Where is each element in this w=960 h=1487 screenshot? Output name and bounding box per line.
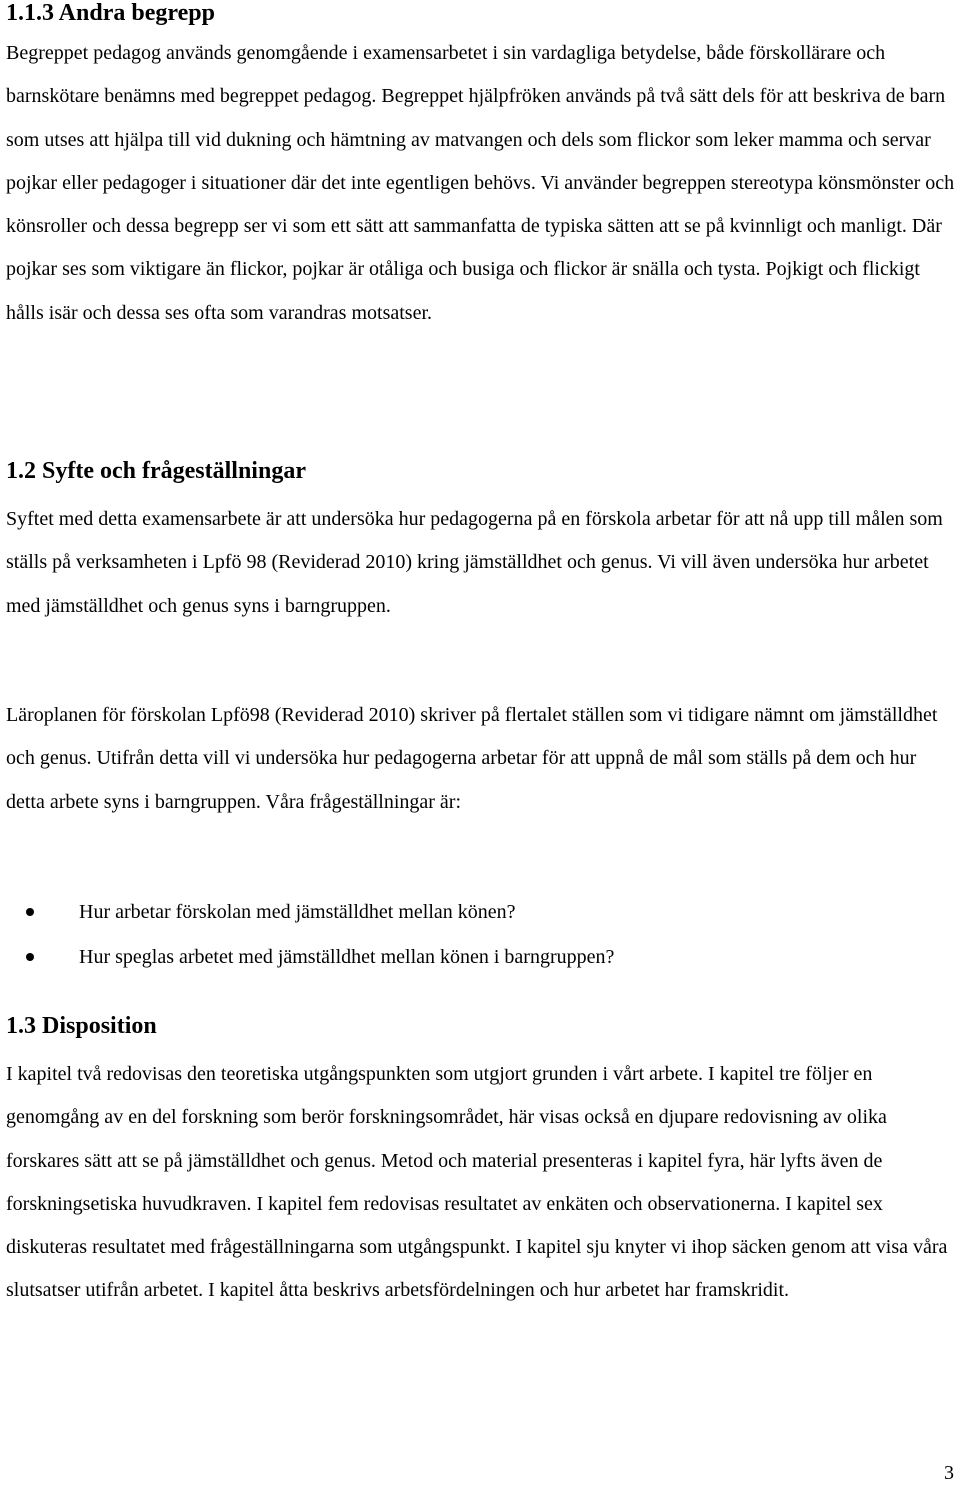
bullet-icon [26, 953, 34, 961]
paragraph-disposition: I kapitel två redovisas den teoretiska utgångspunkten som utgjort grunden i vårt arbete. I kapitel tre följer en genomgång av en del forskning som berör forskningsområdet, här visas också en djupare redovisning av olika forskares sätt att se på jämställdhet och genus. Metod och material presenteras i kapitel fyra, här lyfts även de forskningsetiska huvudkraven. I kapitel fem redovisas resultatet av enkäten och observationerna. I kapitel sex diskuteras resultatet med frågeställningarna som utgångspunkt. I kapitel sju knyter vi ihop säcken genom att visa våra slutsatser utifrån arbetet. I kapitel åtta beskrivs arbetsfördelningen och hur arbetet har framskridit. [6, 1063, 948, 1302]
research-question: Hur speglas arbetet med jämställdhet mellan könen i barngruppen? [79, 946, 615, 968]
research-questions-list [6, 890, 614, 980]
section-heading-disposition: 1.3 Disposition [6, 1013, 157, 1039]
page-number: 3 [944, 1462, 954, 1484]
list-item [6, 890, 614, 935]
research-question: Hur arbetar förskolan med jämställdhet mellan könen? [79, 901, 516, 923]
paragraph-laroplan: Läroplanen för förskolan Lpfö98 (Reviderad 2010) skriver på flertalet ställen som vi tidigare nämnt om jämställdhet och genus. Utifrån detta vill vi undersöka hur pedagogerna arbetar för att uppnå de mål som ställs på dem och hur detta arbete syns i barngruppen. Våra frågeställningar är: [6, 704, 938, 813]
list-item [6, 935, 614, 980]
section-heading-andra-begrepp: 1.1.3 Andra begrepp [6, 0, 215, 26]
paragraph-andra-begrepp: Begreppet pedagog används genomgående i examensarbetet i sin vardagliga betydelse, både förskollärare och barnskötare benämns med begreppet pedagog. Begreppet hjälpfröken används på två sätt dels för att beskriva de barn som utses att hjälpa till vid dukning och hämtning av matvangen och dels som flickor som leker mamma och servar pojkar eller pedagoger i situationer där det inte egentligen behövs. Vi använder begreppen stereotypa könsmönster och könsroller och dessa begrepp ser vi som ett sätt att sammanfatta de typiska sätten att se på kvinnligt och manligt. Där pojkar ses som viktigare än flickor, pojkar är otåliga och busiga och flickor är snälla och tysta. Pojkigt och flickigt hålls isär och dessa ses ofta som varandras motsatser. [6, 42, 955, 324]
section-heading-syfte: 1.2 Syfte och frågeställningar [6, 458, 306, 484]
bullet-icon [26, 908, 34, 916]
paragraph-syfte: Syftet med detta examensarbete är att undersöka hur pedagogerna på en förskola arbetar för att nå upp till målen som ställs på verksamheten i Lpfö 98 (Reviderad 2010) kring jämställdhet och genus. Vi vill även undersöka hur arbetet med jämställdhet och genus syns i barngruppen. [6, 508, 943, 617]
